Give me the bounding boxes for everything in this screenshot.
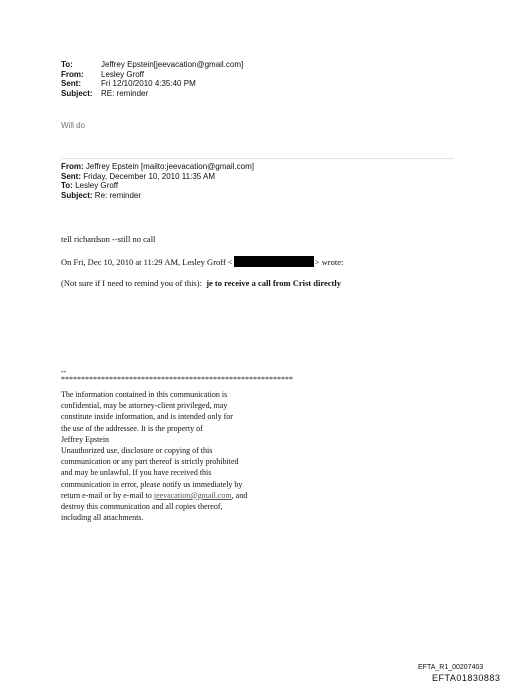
redaction-box: [234, 256, 314, 267]
from-value: Lesley Groff: [101, 69, 144, 79]
subject-value: RE: reminder: [101, 88, 149, 98]
fwd-from-value: Jeffrey Epstein [mailto:jeevacation@gmail.com]: [85, 162, 254, 171]
to-value: Jeffrey Epstein[jeevacation@gmail.com]: [101, 60, 244, 69]
signature-dash: --: [61, 367, 67, 376]
disclaimer-text: , and: [231, 490, 248, 500]
disclaimer-line: Unauthorized use, disclosure or copying of this: [61, 446, 213, 456]
fwd-to-value: Lesley Groff: [75, 181, 119, 190]
reminder-prefix: (Not sure if I need to remind you of this):: [61, 278, 202, 288]
message-line-2: [61, 256, 343, 267]
fwd-from-row: [61, 162, 254, 172]
disclaimer: [61, 389, 247, 523]
document-id-small: EFTA_R1_00207403: [418, 664, 484, 671]
disclaimer-line: constitute inside information, and is intended only for: [61, 412, 233, 422]
quote-intro: On Fri, Dec 10, 2010 at 11:29 AM, Lesley Groff <: [61, 256, 233, 267]
quote-wrote: > wrote:: [314, 256, 344, 267]
message-line-3: [61, 278, 341, 288]
header-to-row: [61, 60, 243, 70]
message-line-1: tell richardson --still no call: [61, 234, 156, 244]
reminder-bold: je to receive a call from Crist directly: [206, 278, 341, 288]
fwd-subject-row: [61, 191, 254, 201]
signature-stars: **********************************************************: [61, 375, 293, 384]
header-sent-row: [61, 79, 243, 89]
divider: [61, 158, 454, 159]
header-from-row: [61, 70, 243, 80]
fwd-subject-value: Re: reminder: [94, 190, 142, 200]
email-header: [61, 60, 243, 98]
reply-text: Will do: [61, 121, 86, 130]
header-subject-row: [61, 89, 243, 99]
disclaimer-line: destroy this communication and all copies thereof,: [61, 502, 223, 512]
to-label: To:: [61, 60, 73, 69]
document-id-large: EFTA01830883: [432, 673, 501, 683]
from-label: From:: [61, 69, 84, 79]
fwd-sent-row: [61, 172, 254, 182]
fwd-from-label: From:: [61, 162, 84, 171]
disclaimer-line: confidential, may be attorney-client privileged, may: [61, 401, 228, 411]
disclaimer-line: including all attachments.: [61, 513, 144, 523]
fwd-to-row: [61, 181, 254, 191]
forwarded-header: [61, 162, 254, 200]
disclaimer-line-with-link: [61, 490, 247, 501]
email-link[interactable]: jeevacation@gmail.com: [153, 490, 232, 500]
disclaimer-text: return e-mail or by e-mail to: [61, 490, 152, 500]
disclaimer-line: and may be unlawful. If you have received this: [61, 468, 212, 478]
fwd-to-label: To:: [61, 181, 73, 190]
fwd-sent-label: Sent:: [61, 171, 81, 181]
disclaimer-line: The information contained in this communication is: [61, 390, 228, 399]
subject-label: Subject:: [61, 88, 93, 98]
disclaimer-line: the use of the addressee. It is the property of: [61, 423, 203, 433]
disclaimer-line: Jeffrey Epstein: [61, 434, 110, 444]
sent-label: Sent:: [61, 79, 81, 88]
fwd-subject-label: Subject:: [61, 190, 93, 200]
sent-value: Fri 12/10/2010 4:35:40 PM: [101, 79, 196, 88]
fwd-sent-value: Friday, December 10, 2010 11:35 AM: [83, 171, 216, 181]
disclaimer-line: communication in error, please notify us immediately by: [61, 479, 243, 489]
disclaimer-line: communication or any part thereof is strictly prohibited: [61, 457, 239, 467]
